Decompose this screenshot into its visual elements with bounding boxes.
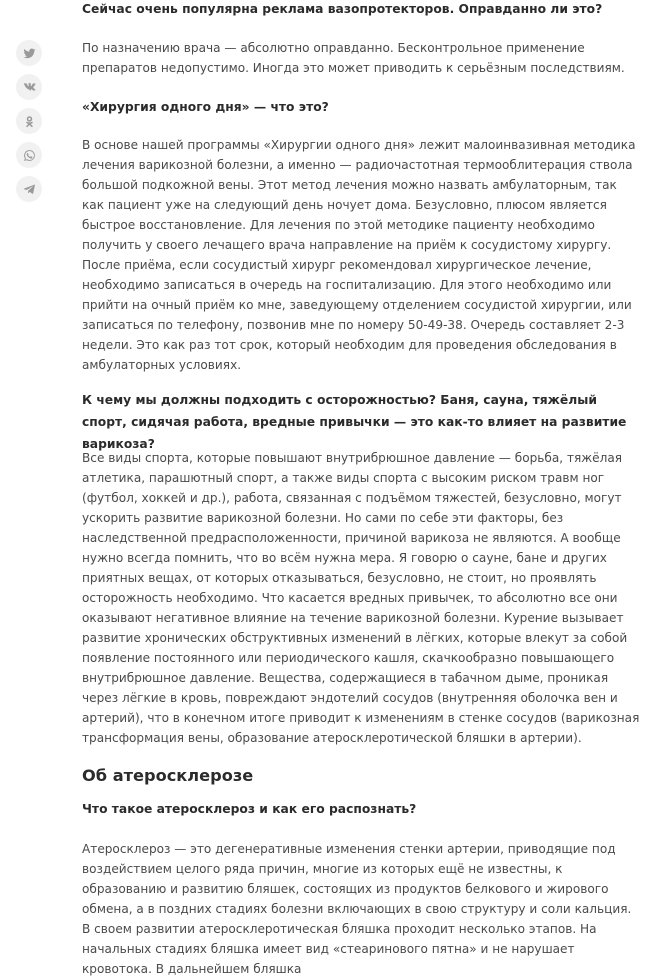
- answer-vasoprotectors: По назначению врача — абсолютно оправданно. Бесконтрольное применение препаратов недопустимо. Иногда это может приводить к серьёзным последствиям.: [82, 41, 625, 75]
- share-vk-button[interactable]: [16, 74, 42, 100]
- section-heading-atherosclerosis: Об атеросклерозе: [82, 766, 254, 785]
- question-one-day-surgery: «Хирургия одного дня» — что это?: [82, 100, 329, 114]
- twitter-icon: [23, 47, 36, 60]
- vk-icon: [23, 81, 36, 94]
- odnoklassniki-icon: [23, 115, 36, 128]
- question-vasoprotectors: Сейчас очень популярна реклама вазопротекторов. Оправданно ли это?: [82, 2, 603, 16]
- share-telegram-button[interactable]: [16, 176, 42, 202]
- question-atherosclerosis: Что такое атеросклероз и как его распознать?: [82, 802, 417, 816]
- share-odnoklassniki-button[interactable]: [16, 108, 42, 134]
- whatsapp-icon: [23, 149, 36, 162]
- share-whatsapp-button[interactable]: [16, 142, 42, 168]
- question-precautions: К чему мы должны подходить с осторожностью? Баня, сауна, тяжёлый спорт, сидячая работа, вредные привычки — это как-то влияет на развитие варикоза?: [82, 393, 627, 451]
- answer-precautions: Все виды спорта, которые повышают внутрибрюшное давление — борьба, тяжёлая атлетика, парашютный спорт, а также виды спорта с высоким риском травм ног (футбол, хоккей и др.), работа, связанная с подъёмом тяжестей, безусловно, могут ускорить развитие варикозной болезни. Но сами по себе эти факторы, без наследственной предрасположенности, причиной варикоза не являются. А вообще нужно всегда помнить, что во всём нужна мера. Я говорю о сауне, бане и других приятных вещах, от которых отказываться, безусловно, не стоит, но проявлять осторожность необходимо. Что касается вредных привычек, то абсолютно все они оказывают негативное влияние на течение варикозной болезни. Курение вызывает развитие хронических обструктивных изменений в лёгких, которые влекут за собой появление постоянного или периодического кашля, скачкообразно повышающего внутрибрюшное давление. Вещества, содержащиеся в табачном дыме, проникая через лёгкие в кровь, повреждают эндотелий сосудов (внутренняя оболочка вен и артерий), что в конечном итоге приводит к изменениям в стенке сосудов (варикозная трансформация вены, образование атеросклеротической бляшки в артерии).: [82, 451, 640, 745]
- answer-atherosclerosis: Атеросклероз — это дегенеративные изменения стенки артерии, приводящие под воздействием целого ряда причин, многие из которых ещё не известны, к образованию и развитию бляшек, состоящих из продуктов белкового и жирового обмена, а в поздних стадиях болезни включающих в свою структуру и соли кальция. В своем развитии атеросклеротическая бляшка проходит несколько этапов. На начальных стадиях бляшка имеет вид «стеаринового пятна» и не нарушает кровотока. В дальнейшем бляшка: [82, 842, 632, 976]
- telegram-icon: [23, 183, 36, 196]
- share-twitter-button[interactable]: [16, 40, 42, 66]
- share-bar: [16, 40, 42, 210]
- answer-one-day-surgery: В основе нашей программы «Хирургии одного дня» лежит малоинвазивная методика лечения варикозной болезни, а именно — радиочастотная термооблитерация ствола большой подкожной вены. Этот метод лечения можно назвать амбулаторным, так как пациент уже на следующий день ночует дома. Безусловно, плюсом является быстрое восстановление. Для лечения по этой методике пациенту необходимо получить у своего лечащего врача направление на приём к сосудистому хирургу. После приёма, если сосудистый хирург рекомендовал хирургическое лечение, необходимо записаться в очередь на госпитализацию. Для этого необходимо или прийти на очный приём ко мне, заведующему отделением сосудистой хирургии, или записаться по телефону, позвонив мне по номеру 50-49-38. Очередь составляет 2-3 недели. Это как раз тот срок, который необходим для проведения обследования в амбулаторных условиях.: [82, 138, 636, 372]
